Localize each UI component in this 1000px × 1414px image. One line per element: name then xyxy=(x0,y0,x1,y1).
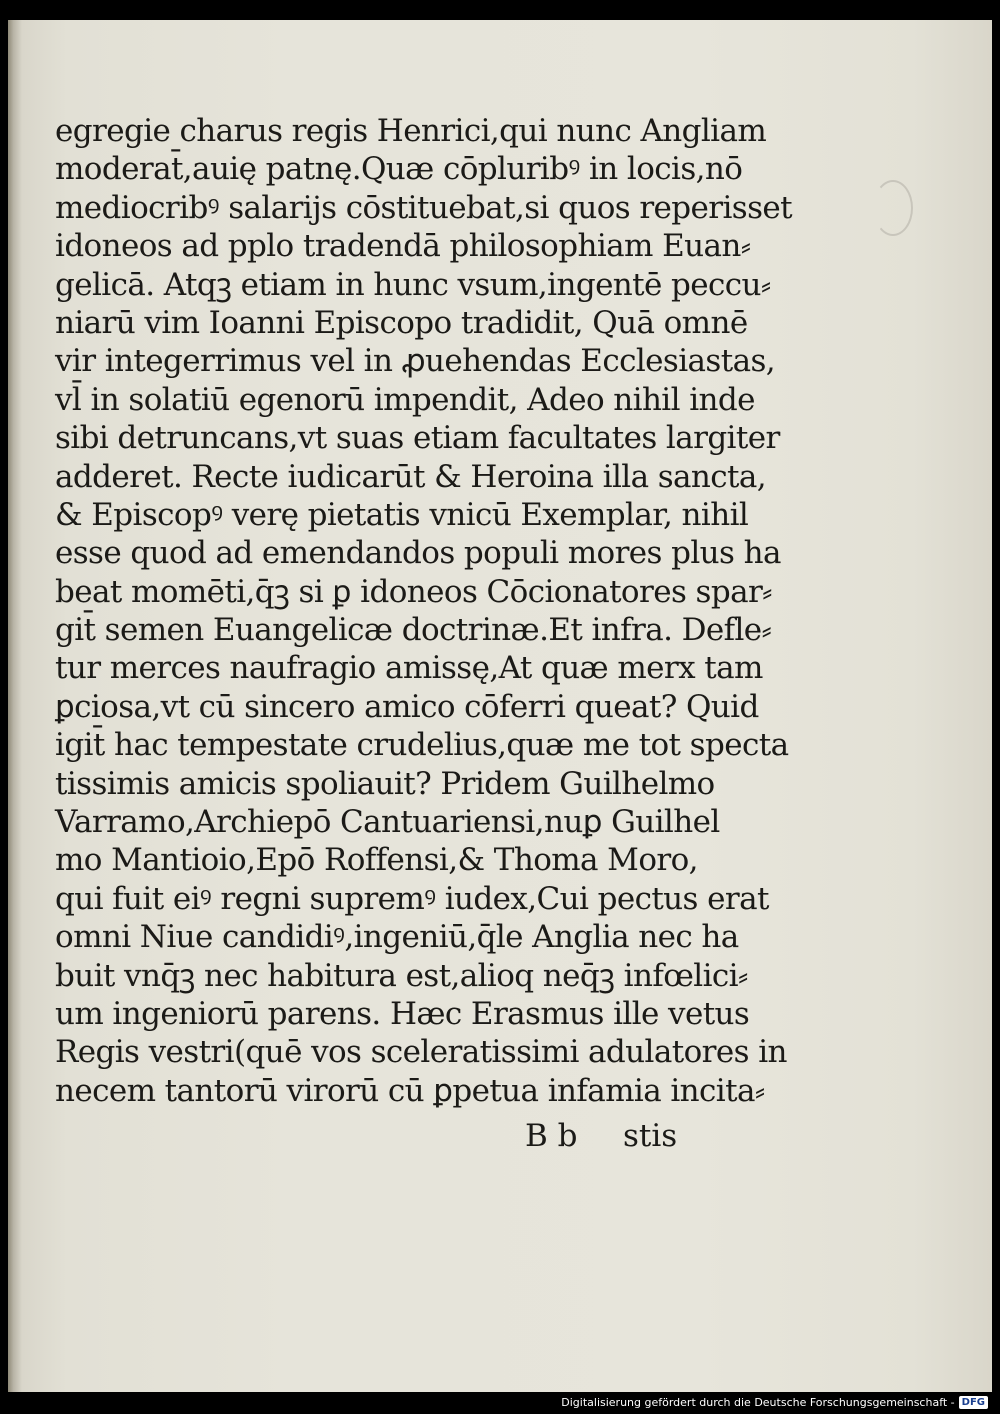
book-page xyxy=(8,20,992,1392)
text-line: & Episcopꝰ verę pietatis vnicū Exemplar, nihil xyxy=(55,496,749,533)
text-line: mo Mantioio,Epō Roffensi,& Thoma Moro, xyxy=(55,842,698,879)
text-line: esse quod ad emendandos populi mores plus ha xyxy=(55,535,781,572)
text-line: Regis vestri(quē vos sceleratissimi adulatores in xyxy=(55,1034,787,1071)
text-line: mediocribꝰ salarijs cōstituebat,si quos reperisset xyxy=(55,189,793,226)
text-line: tur merces naufragio amissę,At quæ merx tam xyxy=(55,650,763,687)
text-line: sibi detruncans,vt suas etiam facultates largiter xyxy=(55,420,780,457)
ink-show-through-mark xyxy=(873,180,913,236)
text-line: vir integerrimus vel in ꝓuehendas Ecclesiastas, xyxy=(55,343,776,380)
text-line: omni Niue candidiꝰ,ingeniū,q̄le Anglia nec ha xyxy=(55,919,739,956)
credit-text: Digitalisierung gefördert durch die Deutsche Forschungsgemeinschaft - xyxy=(561,1395,955,1409)
dfg-logo: DFG xyxy=(959,1396,988,1409)
text-line: niarū vim Ioanni Episcopo tradidit, Quā omnē xyxy=(55,304,748,341)
text-line: tissimis amicis spoliauit? Pridem Guilhelmo xyxy=(55,765,715,802)
text-line: moderat̄,auię patnę.Quæ cōpluribꝰ in locis,nō xyxy=(55,151,743,188)
text-line: necem tantorū virorū cū ꝑpetua infamia incita⸗ xyxy=(55,1072,765,1109)
catchword: stis xyxy=(623,1118,678,1154)
text-line: ꝑciosa,vt cū sincero amico cōferri queat? Quid xyxy=(55,688,759,725)
page-text-block xyxy=(55,112,793,1110)
text-line: idoneos ad pplo tradendā philosophiam Euan⸗ xyxy=(55,228,751,265)
digitization-credit xyxy=(561,1392,988,1412)
page-binding-edge xyxy=(8,20,22,1392)
text-line: um ingeniorū parens. Hæc Erasmus ille vetus xyxy=(55,995,750,1032)
text-line: qui fuit eiꝰ regni supremꝰ iudex,Cui pectus erat xyxy=(55,880,769,917)
text-line: gelicā. Atqꝫ etiam in hunc vsum,ingentē peccu⸗ xyxy=(55,266,771,303)
text-line: adderet. Recte iudicarūt & Heroina illa sancta, xyxy=(55,458,767,495)
text-line: beat momēti,q̄ꝫ si ꝑ idoneos Cōcionatores spar⸗ xyxy=(55,573,772,610)
text-line: buit vnq̄ꝫ nec habitura est,alioq neq̄ꝫ infœlici⸗ xyxy=(55,957,748,994)
text-line: egregie charus regis Henrici,qui nunc Angliam xyxy=(55,113,767,149)
text-line: vl̄ in solatiū egenorū impendit, Adeo nihil inde xyxy=(55,381,755,418)
text-line: Varramo,Archiepō Cantuariensi,nuꝑ Guilhel xyxy=(55,804,720,841)
text-line: igit̄ hac tempestate crudelius,quæ me tot specta xyxy=(55,727,789,764)
page-foot-marks xyxy=(55,1114,695,1158)
text-line: git̄ semen Euangelicæ doctrinæ.Et infra. Defle⸗ xyxy=(55,612,772,649)
signature-mark: B b xyxy=(525,1118,578,1154)
